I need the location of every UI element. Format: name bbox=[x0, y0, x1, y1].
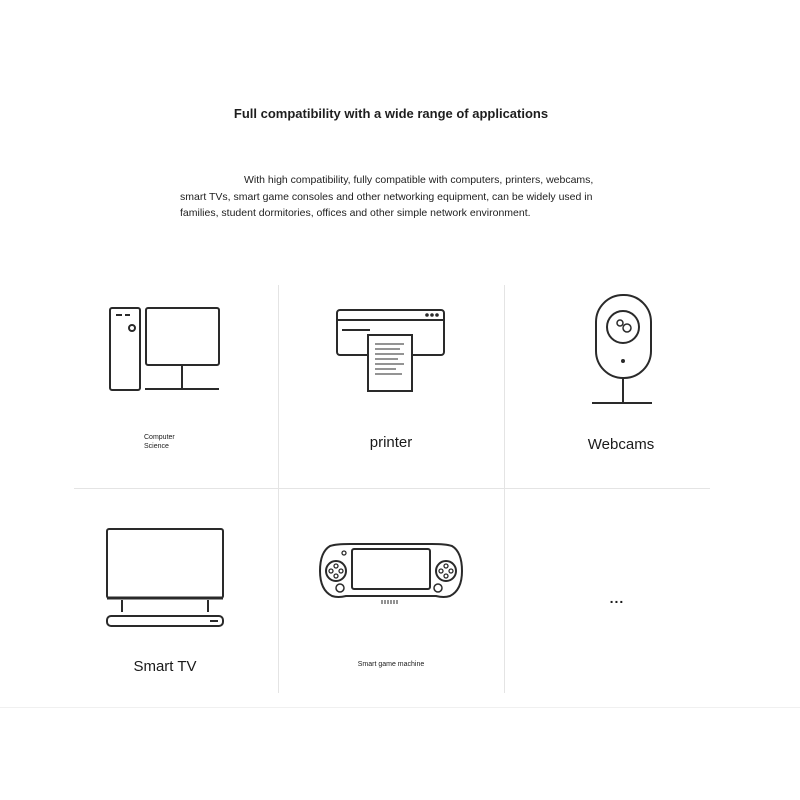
app-label-smart-tv: Smart TV bbox=[133, 658, 197, 675]
app-label-printer: printer bbox=[369, 434, 413, 451]
app-cell-webcams bbox=[504, 285, 730, 485]
app-label-webcams: Webcams bbox=[587, 436, 655, 453]
section-description: With high compatibility, fully compatible with computers, printers, webcams, smart TVs, smart game consoles and other networking equipment, can be widely used in families, student dormitories, offices and other simple network environment. bbox=[180, 174, 594, 219]
section-heading: Full compatibility with a wide range of applications bbox=[233, 106, 549, 121]
page-bottom-divider bbox=[0, 707, 800, 708]
webcam-icon bbox=[504, 285, 730, 485]
app-label-computer-line2: Science bbox=[144, 443, 169, 450]
printer-icon bbox=[278, 285, 504, 485]
app-cell-computer bbox=[52, 285, 278, 485]
app-cell-printer bbox=[278, 285, 504, 485]
app-label-game-machine: Smart game machine bbox=[357, 661, 425, 668]
app-cell-more bbox=[504, 490, 730, 690]
grid-divider bbox=[74, 488, 710, 489]
computer-icon bbox=[52, 285, 278, 485]
more-ellipsis: ... bbox=[609, 590, 625, 606]
app-cell-smart-tv bbox=[52, 490, 278, 690]
app-label-computer-line1: Computer bbox=[144, 434, 175, 441]
app-label-computer bbox=[48, 433, 274, 451]
app-cell-game-machine bbox=[278, 490, 504, 690]
